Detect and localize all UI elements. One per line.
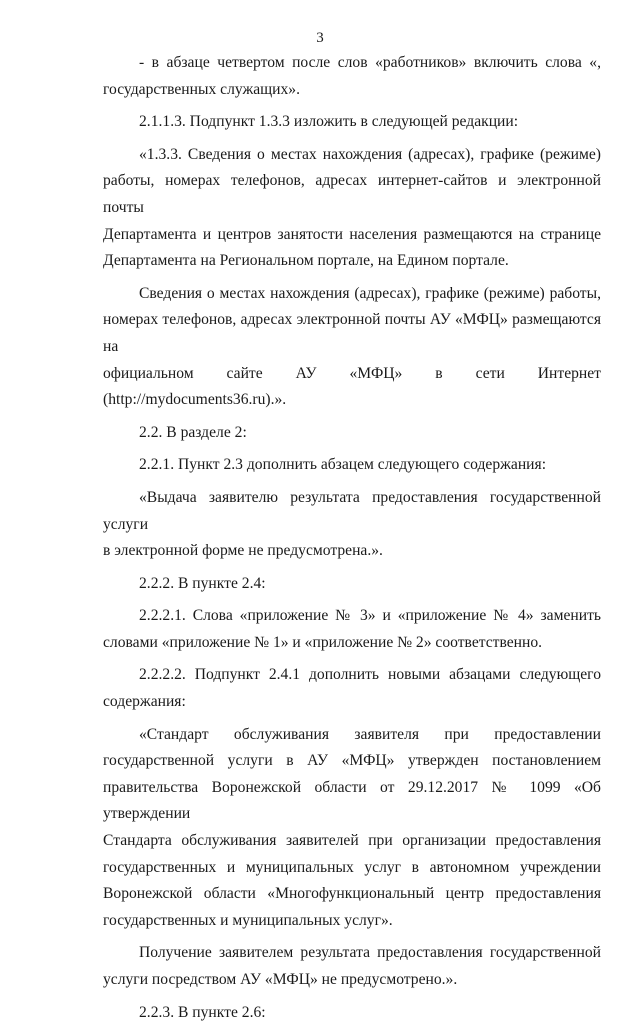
text-line: государственной услуги в АУ «МФЦ» утвержден постановлением <box>103 752 601 770</box>
text-line: 2.1.1.3. Подпункт 1.3.3 изложить в следующей редакции: <box>139 113 519 131</box>
text-line: услуги посредством АУ «МФЦ» не предусмотрено.». <box>103 971 458 988</box>
text-line: «1.3.3. Сведения о местах нахождения (адресах), графике (режиме) <box>139 145 601 163</box>
text-line: в электронной форме не предусмотрена.». <box>103 542 383 560</box>
text-line: официальном сайте АУ «МФЦ» в сети Интернет (http://mydocuments36.ru).». <box>103 364 601 409</box>
text-line: работы, номерах телефонов, адресах интернет-сайтов и электронной почты <box>103 172 601 216</box>
paragraph <box>103 662 601 715</box>
paragraph <box>103 485 601 565</box>
text-line: Воронежской области «Многофункциональный центр предоставления <box>103 885 601 903</box>
text-line: номерах телефонов, адресах электронной почты АУ «МФЦ» размещаются на <box>103 311 601 355</box>
text-line: словами «приложение № 1» и «приложение № 2» соответственно. <box>103 633 543 651</box>
text-line: - в абзаце четвертом после слов «работников» включить слова «, <box>139 54 601 71</box>
paragraph <box>103 940 601 993</box>
text-line: содержания: <box>103 693 186 711</box>
text-line: правительства Воронежской области от 29.12.2017 № 1099 «Об утверждении <box>103 778 601 823</box>
text-line: Получение заявителем результата предоставления государственной <box>139 944 601 962</box>
paragraph <box>103 722 601 935</box>
text-line: 2.2.1. Пункт 2.3 дополнить абзацем следующего содержания: <box>139 456 547 474</box>
text-line: Сведения о местах нахождения (адресах), графике (режиме) работы, <box>139 284 601 302</box>
text-line: государственных служащих». <box>103 80 300 98</box>
text-line: Стандарта обслуживания заявителей при организации предоставления <box>103 832 601 850</box>
text-line: 2.2.3. В пункте 2.6: <box>139 1003 266 1021</box>
text-line: 2.2.2. В пункте 2.4: <box>139 574 266 592</box>
paragraph <box>103 281 601 414</box>
text-line: «Выдача заявителю результата предоставления государственной услуги <box>103 488 601 533</box>
text-line: 2.2. В разделе 2: <box>139 423 247 441</box>
paragraph <box>103 142 601 275</box>
paragraph <box>103 603 601 656</box>
paragraph <box>103 109 601 136</box>
page-number: 3 <box>316 30 324 46</box>
paragraph <box>103 571 601 598</box>
text-line: государственных и муниципальных услуг в автономном учреждении <box>103 858 601 876</box>
text-line: 2.2.2.1. Слова «приложение № 3» и «приложение № 4» заменить <box>139 607 601 625</box>
text-line: «Стандарт обслуживания заявителя при предоставлении <box>139 725 601 743</box>
paragraph <box>103 50 601 103</box>
paragraph <box>103 452 601 479</box>
document-body <box>103 50 601 1026</box>
paragraph <box>103 420 601 447</box>
text-line: 2.2.2.2. Подпункт 2.4.1 дополнить новыми абзацами следующего <box>139 666 601 684</box>
text-line: Департамента и центров занятости населения размещаются на странице <box>103 225 601 243</box>
paragraph <box>103 1000 601 1026</box>
text-line: государственных и муниципальных услуг». <box>103 911 393 929</box>
text-line: Департамента на Региональном портале, на Едином портале. <box>103 252 509 270</box>
